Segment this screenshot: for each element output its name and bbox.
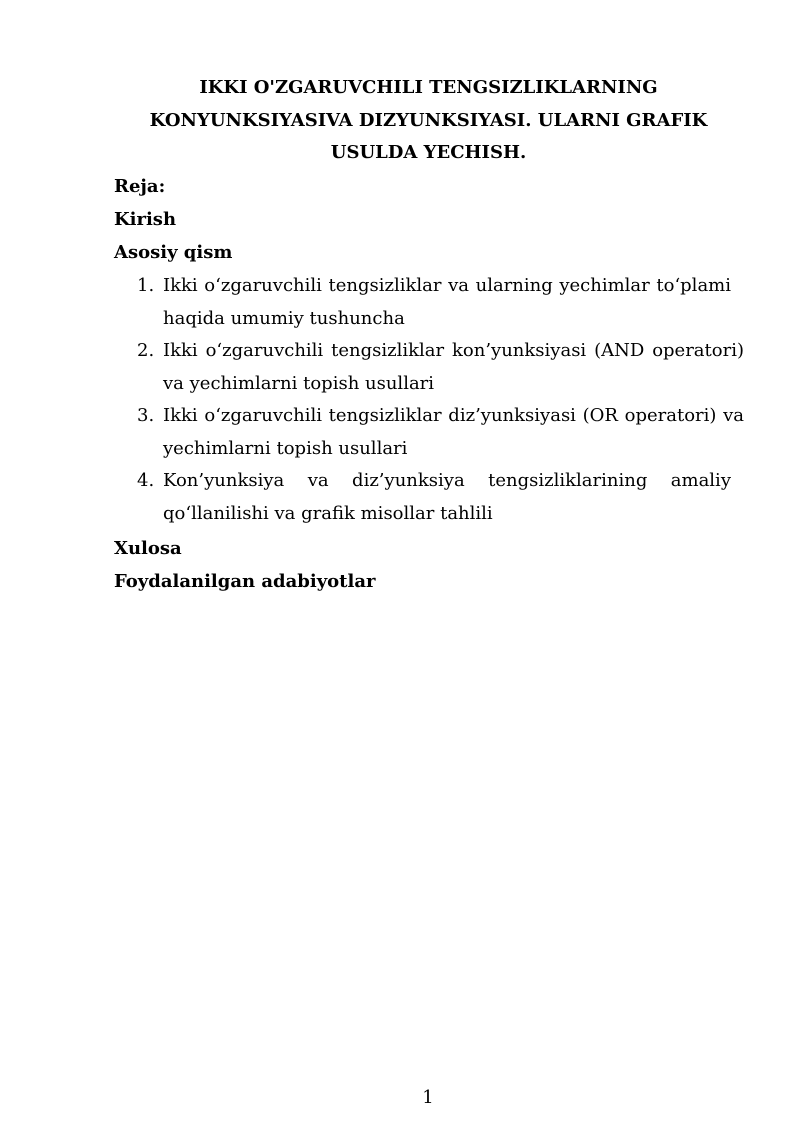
plan-item-text: Ikki o‘zgaruvchili tengsizliklar va ularning yechimlar to‘plami haqida umumiy tushuncha [163, 275, 731, 329]
plan-heading: Reja: [114, 176, 166, 197]
plan-list [114, 270, 744, 530]
intro-heading: Kirish [114, 209, 177, 230]
conclusion-heading: Xulosa [114, 538, 182, 559]
plan-item [114, 270, 744, 335]
plan-item-text: Ikki o‘zgaruvchili tengsizliklar kon’yunksiyasi (AND operatori) va yechimlarni topish usullari [163, 340, 744, 394]
plan-item-number: 3. [137, 405, 155, 426]
plan-item [114, 465, 744, 530]
document-title [110, 72, 747, 170]
page-number: 1 [422, 1087, 434, 1108]
plan-item-number: 2. [137, 340, 155, 361]
plan-item [114, 400, 744, 465]
plan-item-text: Ikki o‘zgaruvchili tengsizliklar diz’yunksiyasi (OR operatori) va yechimlarni topish usullari [163, 405, 744, 459]
plan-item-text: Kon’yunksiya va diz’yunksiya tengsizliklarining amaliy qo‘llanilishi va grafik misollar tahlili [163, 470, 731, 524]
main-part-heading: Asosiy qism [114, 242, 233, 263]
plan-item [114, 335, 744, 400]
plan-item-number: 4. [137, 470, 155, 491]
title-line-1: IKKI O'ZGARUVCHILI TENGSIZLIKLARNING [199, 77, 658, 98]
references-heading: Foydalanilgan adabiyotlar [114, 571, 376, 592]
title-line-2: KONYUNKSIYASIVA DIZYUNKSIYASI. ULARNI GRAFIK [149, 109, 708, 131]
title-line-3: USULDA YECHISH. [330, 142, 527, 163]
plan-item-number: 1. [137, 275, 155, 296]
